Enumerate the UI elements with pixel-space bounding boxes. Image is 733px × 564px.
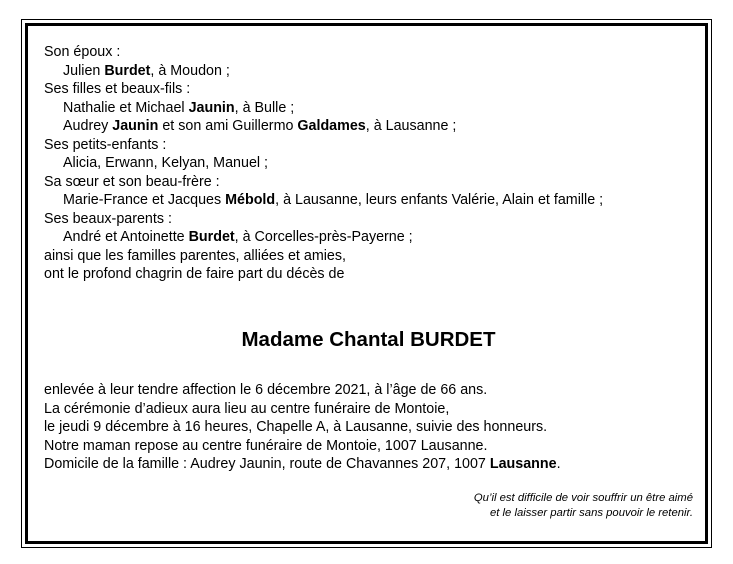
daughter1-first: Nathalie et Michael: [63, 99, 189, 116]
daughter2-first: Audrey: [63, 118, 113, 134]
spouse-first: Julien: [63, 62, 105, 79]
daughter2-surname: Jaunin: [112, 118, 159, 134]
announcement-line: ont le profond chagrin de faire part du décès de: [44, 266, 345, 282]
spouse-surname: Burdet: [104, 62, 151, 79]
domicile-end: .: [556, 456, 561, 472]
quote-line-2: et le laisser partir sans pouvoir le retenir.: [489, 507, 693, 519]
details-line-1: enlevée à leur tendre affection le 6 décembre 2021, à l’âge de 66 ans.: [44, 382, 488, 398]
grandchildren-entry: Alicia, Erwann, Kelyan, Manuel ;: [63, 155, 269, 171]
spouse-entry: [44, 62, 693, 81]
inlaws-first: André et Antoinette: [63, 229, 189, 245]
spouse-heading: Son époux :: [44, 44, 121, 60]
inlaws-entry: [44, 228, 693, 247]
sister-heading: Sa sœur et son beau-frère :: [44, 173, 220, 190]
inlaws-place: , à Corcelles-près-Payerne ;: [234, 229, 413, 245]
daughter2-partner: et son ami Guillermo: [158, 118, 298, 134]
daughter1-place: , à Bulle ;: [234, 99, 295, 116]
sister-first: Marie-France et Jacques: [63, 192, 226, 208]
obituary-content: [44, 43, 693, 531]
partner-surname: Galdames: [297, 118, 366, 134]
details-line-2: La cérémonie d’adieux aura lieu au centre funéraire de Montoie,: [44, 400, 450, 417]
quote-line-1: Qu’il est difficile de voir souffrir un être aimé: [473, 492, 693, 504]
daughter-entry-2: [44, 117, 693, 136]
inlaws-surname: Burdet: [188, 229, 235, 245]
spouse-place: , à Moudon ;: [150, 62, 230, 79]
domicile-city: Lausanne: [489, 456, 557, 472]
details-line-5: [44, 455, 561, 474]
sister-place: , à Lausanne, leurs enfants Valérie, Alain et famille ;: [275, 192, 604, 208]
obituary-frame: [25, 23, 708, 544]
daughters-heading: Ses filles et beaux-fils :: [44, 81, 191, 97]
deceased-name: Madame Chantal BURDET: [241, 328, 496, 351]
relatives-line: ainsi que les familles parentes, alliées et amies,: [44, 247, 346, 264]
closing-quote: [474, 491, 693, 521]
details-line-4: Notre maman repose au centre funéraire de Montoie, 1007 Lausanne.: [44, 437, 488, 454]
grandchildren-heading: Ses petits-enfants :: [44, 136, 167, 153]
daughter2-place: , à Lausanne ;: [365, 118, 457, 134]
sister-entry: [44, 191, 693, 210]
daughter-entry-1: [44, 99, 693, 118]
daughter1-surname: Jaunin: [188, 99, 235, 116]
ceremony-details: [44, 381, 561, 474]
sister-surname: Mébold: [225, 192, 276, 208]
inlaws-heading: Ses beaux-parents :: [44, 210, 172, 227]
details-line-3: le jeudi 9 décembre à 16 heures, Chapelle A, à Lausanne, suivie des honneurs.: [44, 419, 548, 435]
domicile-text: Domicile de la famille : Audrey Jaunin, route de Chavannes 207, 1007: [44, 456, 490, 472]
